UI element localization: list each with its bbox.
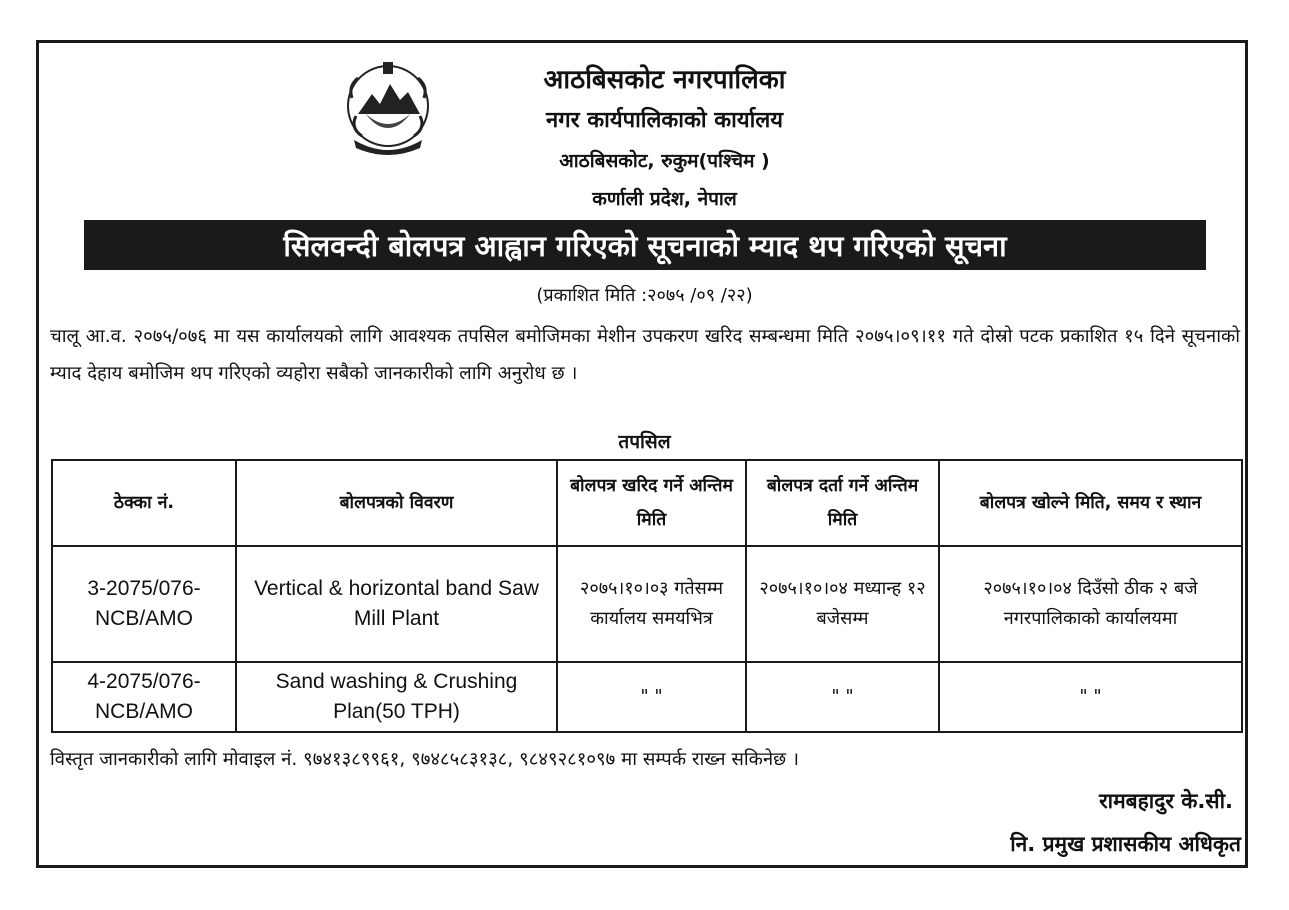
signatory-title: नि. प्रमुख प्रशासकीय अधिकृत xyxy=(1010,832,1241,856)
published-date: (प्रकाशित मिति :२०७५ /०९ /२२) xyxy=(536,285,753,306)
description-cell: Vertical & horizontal band Saw Mill Plant xyxy=(236,546,557,662)
province: कर्णाली प्रदेश, नेपाल xyxy=(592,188,737,210)
office-name: नगर कार्यपालिकाको कार्यालय xyxy=(546,108,783,133)
registration-deadline-cell: २०७५।१०।०४ मध्यान्ह १२ बजेसम्म xyxy=(746,546,939,662)
contract-no-cell: 4-2075/076-NCB/AMO xyxy=(52,662,236,732)
signatory-name: रामबहादुर के.सी. xyxy=(1099,789,1233,813)
col-header-contract-no: ठेक्का नं. xyxy=(52,460,236,546)
registration-deadline-cell: " " xyxy=(746,662,939,732)
opening-cell: " " xyxy=(939,662,1242,732)
schedule-title: तपसिल xyxy=(618,431,671,453)
purchase-deadline-cell: २०७५।१०।०३ गतेसम्म कार्यालय समयभित्र xyxy=(557,546,746,662)
notice-title-banner xyxy=(84,220,1206,270)
contract-no-cell: 3-2075/076-NCB/AMO xyxy=(52,546,236,662)
table-row xyxy=(52,546,1242,662)
contact-info: विस्तृत जानकारीको लागि मोवाइल नं. ९७४१३८९९६१, ९७४८५८३१३८, ९८४९२८१०९७ मा सम्पर्क राख्न सकिनेछ । xyxy=(50,749,799,770)
purchase-deadline-cell: " " xyxy=(557,662,746,732)
col-header-opening: बोलपत्र खोल्ने मिति, समय र स्थान xyxy=(939,460,1242,546)
address: आठबिसकोट, रुकुम(पश्चिम ) xyxy=(559,150,770,172)
col-header-description: बोलपत्रको विवरण xyxy=(236,460,557,546)
notice-title: सिलवन्दी बोलपत्र आह्वान गरिएको सूचनाको म्याद थप गरिएको सूचना xyxy=(283,228,1007,263)
notice-body: चालू आ.व. २०७५/०७६ मा यस कार्यालयको लागि आवश्यक तपसिल बमोजिमका मेशीन उपकरण खरिद सम्बन्धमा मिति २०७५।०९।११ गते दोस्रो पटक प्रकाशित १५ दिने सूचनाको म्याद देहाय बमोजिम थप गरिएको व्यहोरा सबैको जानकारीको लागि अनुरोध छ । xyxy=(50,326,1240,384)
col-header-purchase-deadline: बोलपत्र खरिद गर्ने अन्तिम मिति xyxy=(557,460,746,546)
description-cell: Sand washing & Crushing Plan(50 TPH) xyxy=(236,662,557,732)
org-name: आठबिसकोट नगरपालिका xyxy=(543,65,786,95)
table-row xyxy=(52,662,1242,732)
table-header-row xyxy=(52,460,1242,546)
schedule-table xyxy=(51,459,1243,733)
col-header-registration-deadline: बोलपत्र दर्ता गर्ने अन्तिम मिति xyxy=(746,460,939,546)
opening-cell: २०७५।१०।०४ दिउँसो ठीक २ बजे नगरपालिकाको कार्यालयमा xyxy=(939,546,1242,662)
